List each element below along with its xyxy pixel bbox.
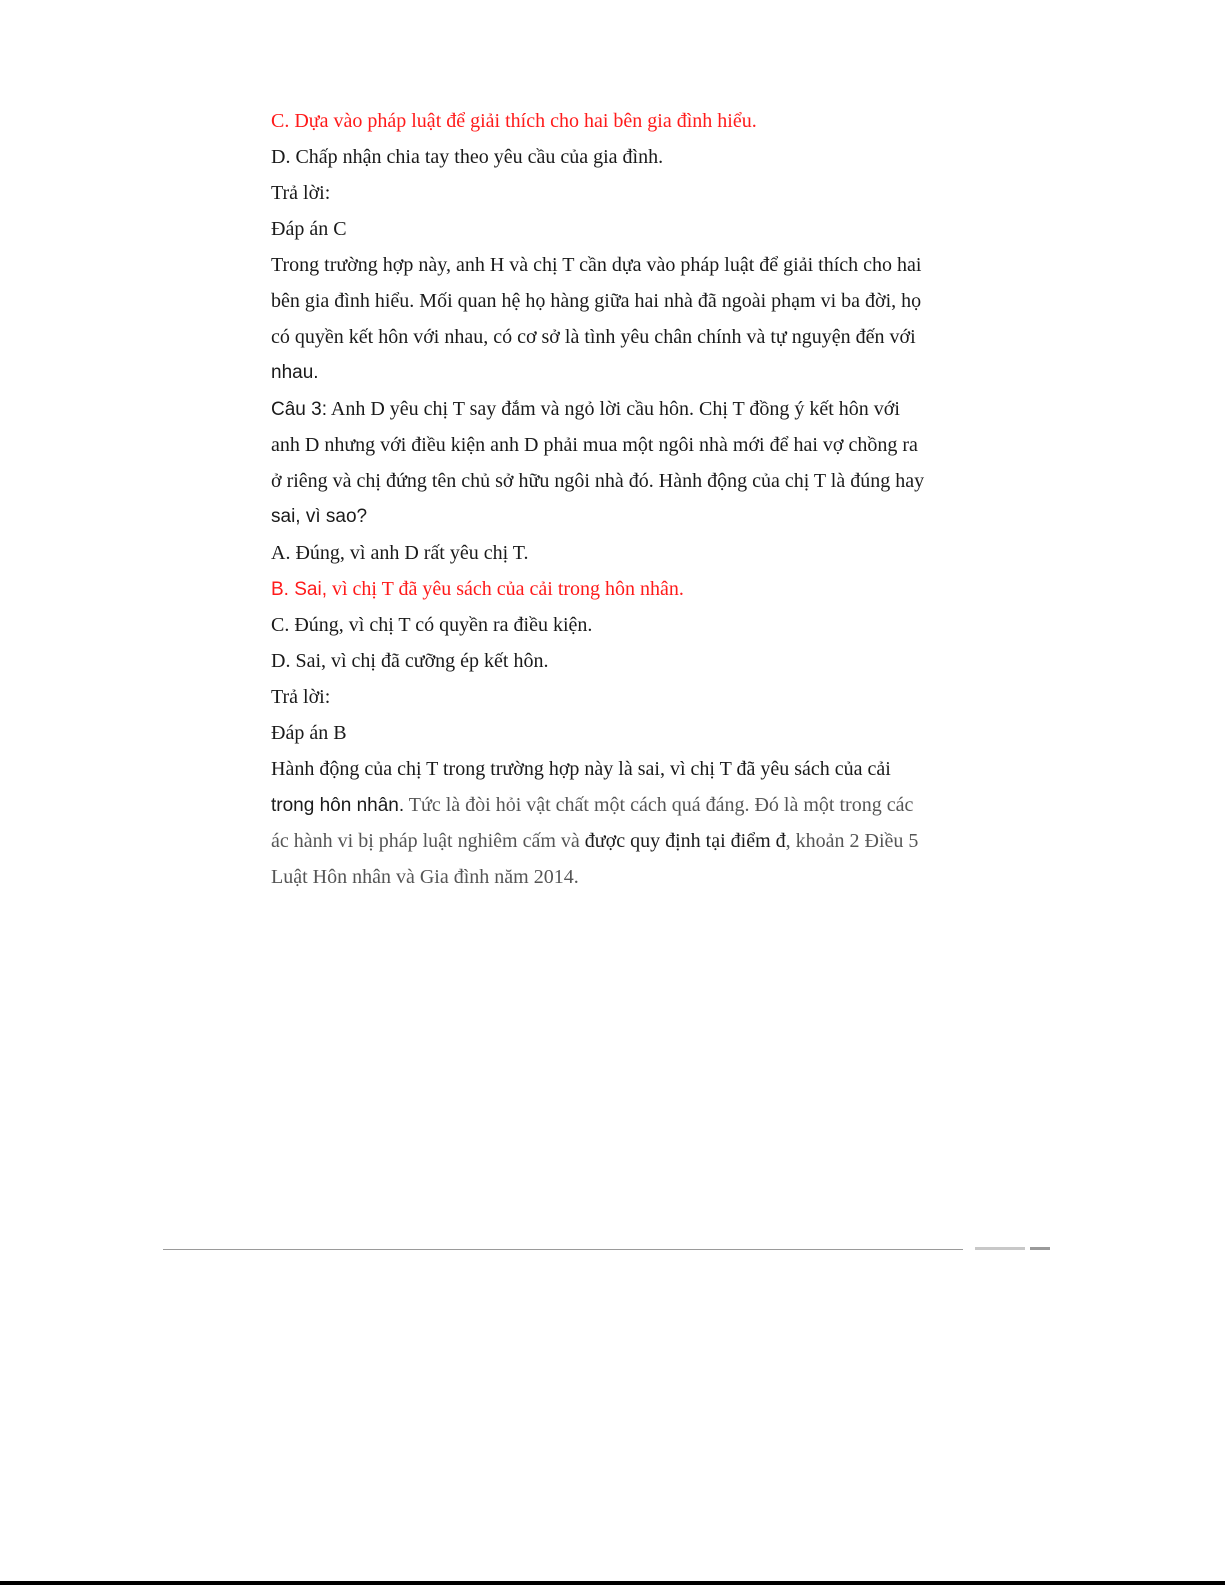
q3-option-c: C. Đúng, vì chị T có quyền ra điều kiện.: [271, 614, 593, 636]
q3-explanation-line-2-sans: trong hôn nhân.: [271, 795, 405, 816]
q3-option-d: D. Sai, vì chị đã cưỡng ép kết hôn.: [271, 650, 549, 672]
q3-option-a: A. Đúng, vì anh D rất yêu chị T.: [271, 542, 529, 564]
q3-explanation-line-3-b: được quy định tại điểm đ: [584, 830, 786, 852]
q3-question-last: sai, vì sao?: [271, 506, 368, 527]
q3-label: Câu 3:: [271, 399, 327, 420]
q3-question-line: anh D nhưng với điều kiện anh D phải mua một ngôi nhà mới để hai vợ chồng ra: [271, 434, 918, 456]
q2-option-d: D. Chấp nhận chia tay theo yêu cầu của gia đình.: [271, 146, 664, 168]
q3-option-b-prefix: B. Sai,: [271, 579, 327, 600]
q3-option-b-correct: [271, 571, 971, 607]
q2-answer-key: Đáp án C: [271, 218, 347, 240]
q3-explanation-line-2-rest: Tức là đòi hỏi vật chất một cách quá đáng. Đó là một trong các: [404, 794, 914, 816]
q2-explanation-line: có quyền kết hôn với nhau, có cơ sở là tình yêu chân chính và tự nguyện đến với: [271, 326, 916, 348]
footer-divider-mark: [975, 1247, 1025, 1250]
q3-option-b-rest: vì chị T đã yêu sách của cải trong hôn nhân.: [326, 578, 684, 600]
q3-explanation-line-3-a: ác hành vi bị pháp luật nghiêm cấm và: [271, 830, 585, 852]
q2-option-c-correct: C. Dựa vào pháp luật để giải thích cho hai bên gia đình hiểu.: [271, 110, 757, 132]
q3-explanation-line-3: [271, 823, 971, 859]
q2-explanation-last: nhau.: [271, 362, 319, 383]
q3-question-line: ở riêng và chị đứng tên chủ sở hữu ngôi nhà đó. Hành động của chị T là đúng hay: [271, 470, 925, 492]
q3-explanation-line-2: [271, 787, 971, 823]
page-content: [271, 103, 971, 895]
q3-explanation-line-4: Luật Hôn nhân và Gia đình năm 2014.: [271, 866, 579, 888]
q2-explanation-line: bên gia đình hiểu. Mối quan hệ họ hàng giữa hai nhà đã ngoài phạm vi ba đời, họ: [271, 290, 922, 312]
q3-explanation-line-1: Hành động của chị T trong trường hợp này là sai, vì chị T đã yêu sách của cải: [271, 758, 891, 780]
q2-answer-label: Trả lời:: [271, 182, 331, 204]
q2-explanation-line: Trong trường hợp này, anh H và chị T cần dựa vào pháp luật để giải thích cho hai: [271, 254, 922, 276]
q3-answer-key: Đáp án B: [271, 722, 347, 744]
q3-question-first: [271, 391, 971, 427]
page-bottom-edge: [0, 1581, 1225, 1585]
footer-divider-mark: [1030, 1247, 1050, 1250]
q3-question-text: Anh D yêu chị T say đắm và ngỏ lời cầu hôn. Chị T đồng ý kết hôn với: [326, 398, 900, 420]
footer-divider: [163, 1249, 963, 1250]
q3-answer-label: Trả lời:: [271, 686, 331, 708]
q3-explanation-line-3-c: , khoản 2 Điều 5: [785, 830, 919, 852]
